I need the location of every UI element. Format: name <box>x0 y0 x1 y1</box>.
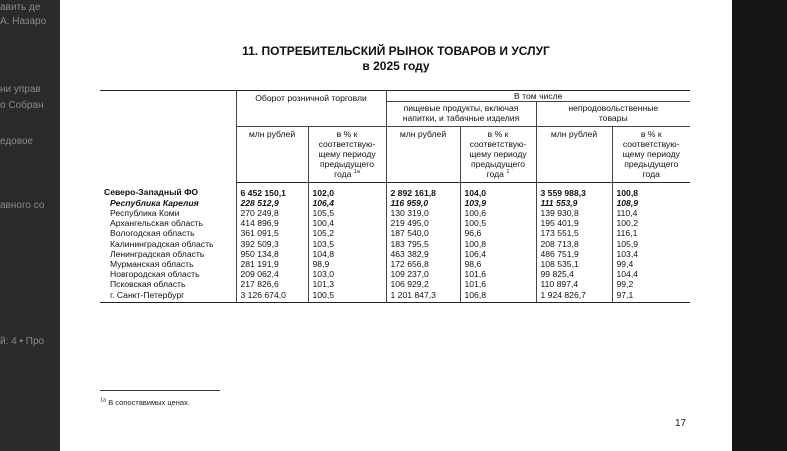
background-text: едовое <box>0 136 34 147</box>
background-app-left <box>0 0 60 451</box>
cell-value: 110 897,4 <box>536 279 612 289</box>
cell-value: 104,4 <box>612 269 690 279</box>
header-nonfood: непродовольственные товары <box>536 102 690 126</box>
region-name: Калининградская область <box>110 238 214 249</box>
cell-value: 99,2 <box>612 279 690 289</box>
cell-value: 361 091,5 <box>236 228 308 238</box>
header-mln: млн рублей <box>236 126 308 182</box>
cell-value: 106,4 <box>460 249 536 259</box>
cell-value: 187 540,0 <box>386 228 460 238</box>
table-row <box>100 228 690 238</box>
region-name: Новгородская область <box>110 269 200 280</box>
cell-value: 2 892 161,8 <box>386 182 460 198</box>
footnote: $^{1а}$ В сопоставимых ценах. <box>100 397 190 407</box>
cell-value: 105,2 <box>308 228 386 238</box>
cell-value: 486 751,9 <box>536 249 612 259</box>
background-text: авить де <box>0 2 41 13</box>
cell-value: 1 924 826,7 <box>536 290 612 303</box>
cell-value: 219 495,0 <box>386 218 460 228</box>
cell-value: 3 559 988,3 <box>536 182 612 198</box>
cell-value: 96,6 <box>460 228 536 238</box>
region-name: Республика Коми <box>110 208 180 219</box>
cell-value: 109 237,0 <box>386 269 460 279</box>
cell-value: 103,9 <box>460 198 536 208</box>
table-row <box>100 290 690 303</box>
table-row <box>100 279 690 289</box>
cell-value: 270 249,8 <box>236 208 308 218</box>
table-row <box>100 182 690 198</box>
cell-value: 100,8 <box>460 239 536 249</box>
cell-value: 950 134,8 <box>236 249 308 259</box>
cell-value: 183 795,5 <box>386 239 460 249</box>
cell-value: 100,2 <box>612 218 690 228</box>
cell-value: 106 929,2 <box>386 279 460 289</box>
doc-title: 11. ПОТРЕБИТЕЛЬСКИЙ РЫНОК ТОВАРОВ И УСЛУГ <box>242 44 550 58</box>
region-name: Архангельская область <box>110 218 203 229</box>
table-row <box>100 239 690 249</box>
region-name: г. Санкт-Петербург <box>100 290 236 303</box>
cell-value: 209 062,4 <box>236 269 308 279</box>
page-number: 17 <box>675 418 687 429</box>
table-row <box>100 269 690 279</box>
cell-value: 116,1 <box>612 228 690 238</box>
region-name: Вологодская область <box>110 228 195 239</box>
cell-value: 108 535,1 <box>536 259 612 269</box>
header-pct: в % к соответствующему периоду предыдущего года $^1$ <box>460 126 536 182</box>
region-name: Республика Карелия <box>110 197 199 208</box>
cell-value: 108,9 <box>612 198 690 208</box>
cell-value: 130 319,0 <box>386 208 460 218</box>
document-page <box>60 0 732 451</box>
background-text: ни управ <box>0 84 41 95</box>
cell-value: 6 452 150,1 <box>236 182 308 198</box>
header-pct: в % к соответствующему периоду предыдущего года <box>612 126 690 182</box>
cell-value: 100,6 <box>460 208 536 218</box>
cell-value: 217 826,6 <box>236 279 308 289</box>
cell-value: 101,6 <box>460 269 536 279</box>
cell-value: 195 401,9 <box>536 218 612 228</box>
table-row <box>100 198 690 208</box>
cell-value: 104,0 <box>460 182 536 198</box>
table-row <box>100 208 690 218</box>
retail-table <box>100 90 690 303</box>
background-text: й: 4 • Про <box>0 336 45 347</box>
cell-value: 105,5 <box>308 208 386 218</box>
background-text: авного со <box>0 200 45 211</box>
cell-value: 103,4 <box>612 249 690 259</box>
region-name: Мурманская область <box>110 259 194 270</box>
header-food: пищевые продукты, включая напитки, и табачные изделия <box>386 102 536 126</box>
cell-value: 103,0 <box>308 269 386 279</box>
background-app-right <box>732 0 787 451</box>
cell-value: 281 191,9 <box>236 259 308 269</box>
header-mln: млн рублей <box>386 126 460 182</box>
cell-value: 228 512,9 <box>236 198 308 208</box>
cell-value: 111 553,9 <box>536 198 612 208</box>
cell-value: 106,8 <box>460 290 536 303</box>
cell-value: 97,1 <box>612 290 690 303</box>
cell-value: 101,3 <box>308 279 386 289</box>
background-text: А. Назаро <box>0 16 47 27</box>
region-name: Северо-Западный ФО <box>104 187 199 198</box>
header-pct: в % к соответствующему периоду предыдущего года $^{1а}$ <box>308 126 386 182</box>
cell-value: 106,4 <box>308 198 386 208</box>
cell-value: 104,8 <box>308 249 386 259</box>
cell-value: 100,8 <box>612 182 690 198</box>
cell-value: 116 959,0 <box>386 198 460 208</box>
table-row <box>100 259 690 269</box>
doc-subtitle: в 2025 году <box>362 59 430 73</box>
cell-value: 102,0 <box>308 182 386 198</box>
cell-value: 172 656,8 <box>386 259 460 269</box>
cell-value: 139 930,8 <box>536 208 612 218</box>
cell-value: 100,5 <box>308 290 386 303</box>
cell-value: 110,4 <box>612 208 690 218</box>
cell-value: 105,9 <box>612 239 690 249</box>
header-mln: млн рублей <box>536 126 612 182</box>
cell-value: 98,6 <box>460 259 536 269</box>
cell-value: 463 382,9 <box>386 249 460 259</box>
cell-value: 208 713,8 <box>536 239 612 249</box>
cell-value: 99,4 <box>612 259 690 269</box>
cell-value: 3 126 674,0 <box>236 290 308 303</box>
header-turnover: Оборот розничной торговли <box>236 91 386 127</box>
cell-value: 98,9 <box>308 259 386 269</box>
cell-value: 100,4 <box>308 218 386 228</box>
footnote-divider <box>100 390 220 391</box>
cell-value: 414 896,9 <box>236 218 308 228</box>
table-row <box>100 249 690 259</box>
cell-value: 100,5 <box>460 218 536 228</box>
header-in-total: В том числе <box>386 91 690 102</box>
cell-value: 392 509,3 <box>236 239 308 249</box>
background-text: о Собран <box>0 100 44 111</box>
cell-value: 1 201 847,3 <box>386 290 460 303</box>
table-row <box>100 218 690 228</box>
cell-value: 173 551,5 <box>536 228 612 238</box>
cell-value: 99 825,4 <box>536 269 612 279</box>
cell-value: 101,6 <box>460 279 536 289</box>
header-blank <box>100 91 236 183</box>
cell-value: 103,5 <box>308 239 386 249</box>
region-name: Ленинградская область <box>110 248 205 259</box>
region-name: Псковская область <box>110 279 186 290</box>
